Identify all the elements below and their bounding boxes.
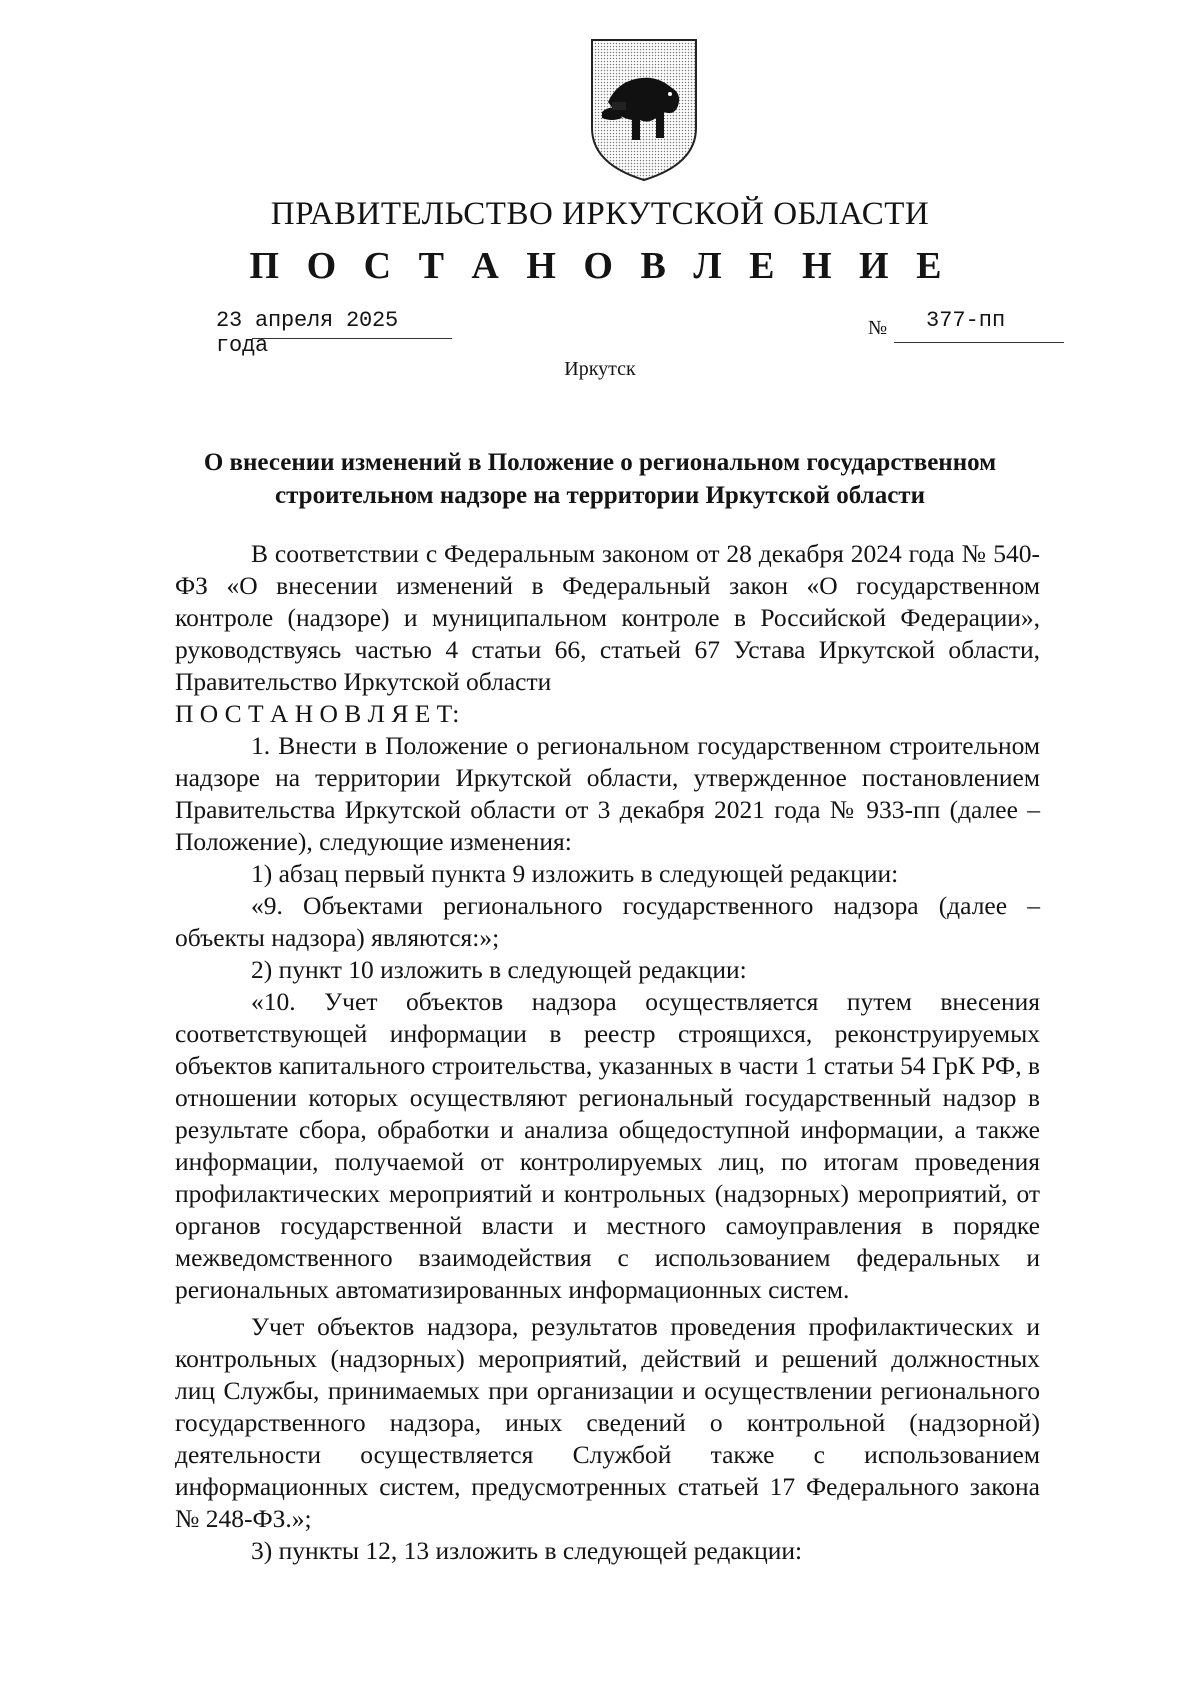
quote-point-10-part-1: «10. Учет объектов надзора осуществляется путем внесения соответствующей информации в реестр строящихся, реконструируемых объектов капитального строительства, указанных в части 1 статьи 54 ГрК РФ, в отношении которых осуществляют региональный государственный надзор в результате сбора, обработки и анализа общедоступной информации, а также информации, получаемой от контролируемых лиц, по итогам проведения профилактических мероприятий и контрольных (надзорных) мероприятий, от органов государственной власти и местного самоуправления в порядке межведомственного взаимодействия с использованием федеральных и региональных автоматизированных информационных систем. [175, 987, 1040, 1304]
document-number: 377-пп [926, 308, 1006, 333]
subitem-1-paragraph: 1) абзац первый пункта 9 изложить в следующей редакции: [251, 859, 899, 888]
government-title: ПРАВИТЕЛЬСТВО ИРКУТСКОЙ ОБЛАСТИ [270, 196, 930, 232]
preamble-paragraph: В соответствии с Федеральным законом от 28 декабря 2024 года № 540-ФЗ «О внесении изменений в Федеральный закон «О государственном контроле (надзоре) и муниципальном контроле в Российской Федерации», руководствуясь частью 4 статьи 66, статьей 67 Устава Иркутской области, Правительство Иркутской области [175, 539, 1040, 696]
coat-of-arms-icon [588, 36, 700, 184]
quote-point-10-part-2: Учет объектов надзора, результатов проведения профилактических и контрольных (надзорных) мероприятий, действий и решений должностных лиц Службы, принимаемых при организации и осуществлении регионального государственного надзора, иных сведений о контрольной (надзорной) деятельности осуществляется Службой также с использованием информационных систем, предусмотренных статьей 17 Федерального закона № 248-ФЗ.»; [175, 1312, 1040, 1533]
subject-line: строительном надзоре на территории Иркутской области [275, 482, 925, 509]
coat-of-arms-emblem [588, 36, 700, 184]
subitem-2-paragraph: 2) пункт 10 изложить в следующей редакции: [251, 955, 747, 984]
item-1-paragraph: 1. Внести в Положение о региональном государственном строительном надзоре на территории Иркутской области, утвержденное постановлением Правительства Иркутской области от 3 декабря 2021 года № 933-пп (далее – Положение), следующие изменения: [175, 731, 1040, 856]
document-type-heading: П О С Т А Н О В Л Е Н И Е [249, 245, 951, 287]
subject-line: О внесении изменений в Положение о региональном государственном [203, 449, 997, 476]
resolves-heading: П О С Т А Н О В Л Я Е Т: [175, 699, 460, 728]
document-body [175, 538, 1040, 1567]
quote-point-9: «9. Объектами регионального государственного надзора (далее – объекты надзора) являются:»; [175, 891, 1040, 952]
date-field [216, 308, 446, 358]
number-underline [894, 342, 1064, 343]
number-field [868, 308, 1068, 344]
document-subject [150, 446, 1050, 512]
date-underline [252, 338, 452, 339]
number-sign: № [868, 317, 888, 339]
city-label: Иркутск [564, 358, 636, 380]
subitem-3-paragraph: 3) пункты 12, 13 изложить в следующей редакции: [251, 1536, 803, 1565]
document-date: 23 апреля 2025 года [216, 308, 399, 358]
